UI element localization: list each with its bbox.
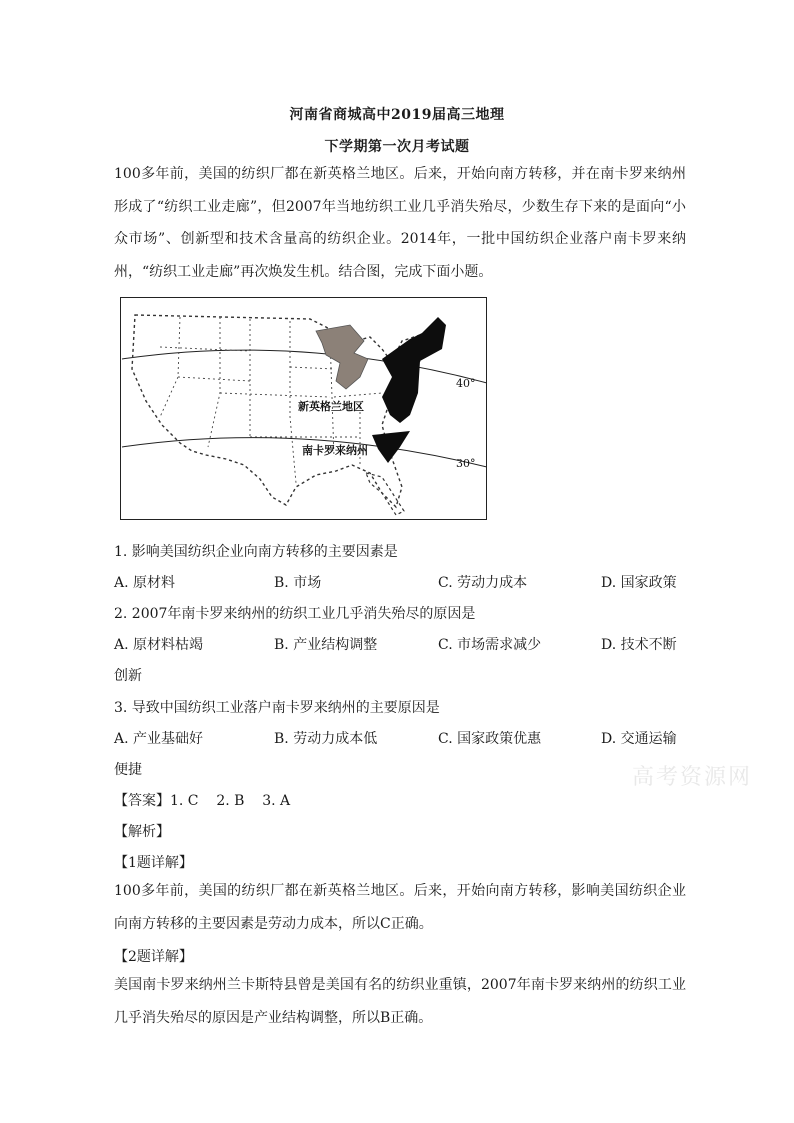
q2-option-d[interactable]: D. 技术不断 xyxy=(601,637,677,653)
document-title-line2: 下学期第一次月考试题 xyxy=(324,139,470,155)
analysis-heading: 【解析】 xyxy=(114,824,170,840)
us-map-figure xyxy=(120,297,487,520)
question-3-stem: 3. 导致中国纺织工业落户南卡罗来纳州的主要原因是 xyxy=(114,700,440,716)
q2-option-c[interactable]: C. 市场需求减少 xyxy=(438,637,542,653)
label-new-england: 新英格兰地区 xyxy=(298,400,364,413)
q2-option-d-wrap: 创新 xyxy=(114,668,142,684)
detail-1-text: 100多年前，美国的纺织厂都在新英格兰地区。后来，开始向南方转移，影响美国纺织企业向南方转移的主要因素是劳动力成本，所以C正确。 xyxy=(114,883,686,932)
label-lat-40: 40° xyxy=(456,377,476,390)
answer-line: 【答案】1. C 2. B 3. A xyxy=(114,793,291,809)
document-title-line1: 河南省商城高中2019届高三地理 xyxy=(289,107,505,123)
watermark: 高考资源网 xyxy=(632,765,753,790)
detail-2-text: 美国南卡罗来纳州兰卡斯特县曾是美国有名的纺织业重镇，2007年南卡罗来纳州的纺织工业几乎消失殆尽的原因是产业结构调整，所以B正确。 xyxy=(114,977,686,1026)
q3-option-c[interactable]: C. 国家政策优惠 xyxy=(438,731,542,747)
q2-option-a[interactable]: A. 原材料枯竭 xyxy=(114,637,204,653)
q3-option-a[interactable]: A. 产业基础好 xyxy=(114,731,204,747)
q3-option-d[interactable]: D. 交通运输 xyxy=(601,731,677,747)
label-south-carolina: 南卡罗来纳州 xyxy=(302,444,368,457)
detail-1-heading: 【1题详解】 xyxy=(114,855,193,871)
q1-option-b[interactable]: B. 市场 xyxy=(274,575,322,591)
q3-option-d-wrap: 便捷 xyxy=(114,762,142,778)
label-lat-30: 30° xyxy=(456,457,476,470)
question-2-stem: 2. 2007年南卡罗来纳州的纺织工业几乎消失殆尽的原因是 xyxy=(114,606,476,622)
q1-option-d[interactable]: D. 国家政策 xyxy=(601,575,677,591)
intro-paragraph: 100多年前，美国的纺织厂都在新英格兰地区。后来，开始向南方转移，并在南卡罗来纳州形成了“纺织工业走廊”，但2007年当地纺织工业几乎消失殆尽，少数生存下来的是面向“小众市场”、创新型和技术含量高的纺织企业。2014年，一批中国纺织企业落户南卡罗来纳州，“纺织工业走廊”再次焕发生机。结合图，完成下面小题。 xyxy=(114,166,686,280)
q2-option-b[interactable]: B. 产业结构调整 xyxy=(274,637,378,653)
q1-option-c[interactable]: C. 劳动力成本 xyxy=(438,575,528,591)
detail-2-heading: 【2题详解】 xyxy=(114,949,193,965)
q3-option-b[interactable]: B. 劳动力成本低 xyxy=(274,731,378,747)
question-1-stem: 1. 影响美国纺织企业向南方转移的主要因素是 xyxy=(114,544,398,560)
q1-option-a[interactable]: A. 原材料 xyxy=(114,575,176,591)
